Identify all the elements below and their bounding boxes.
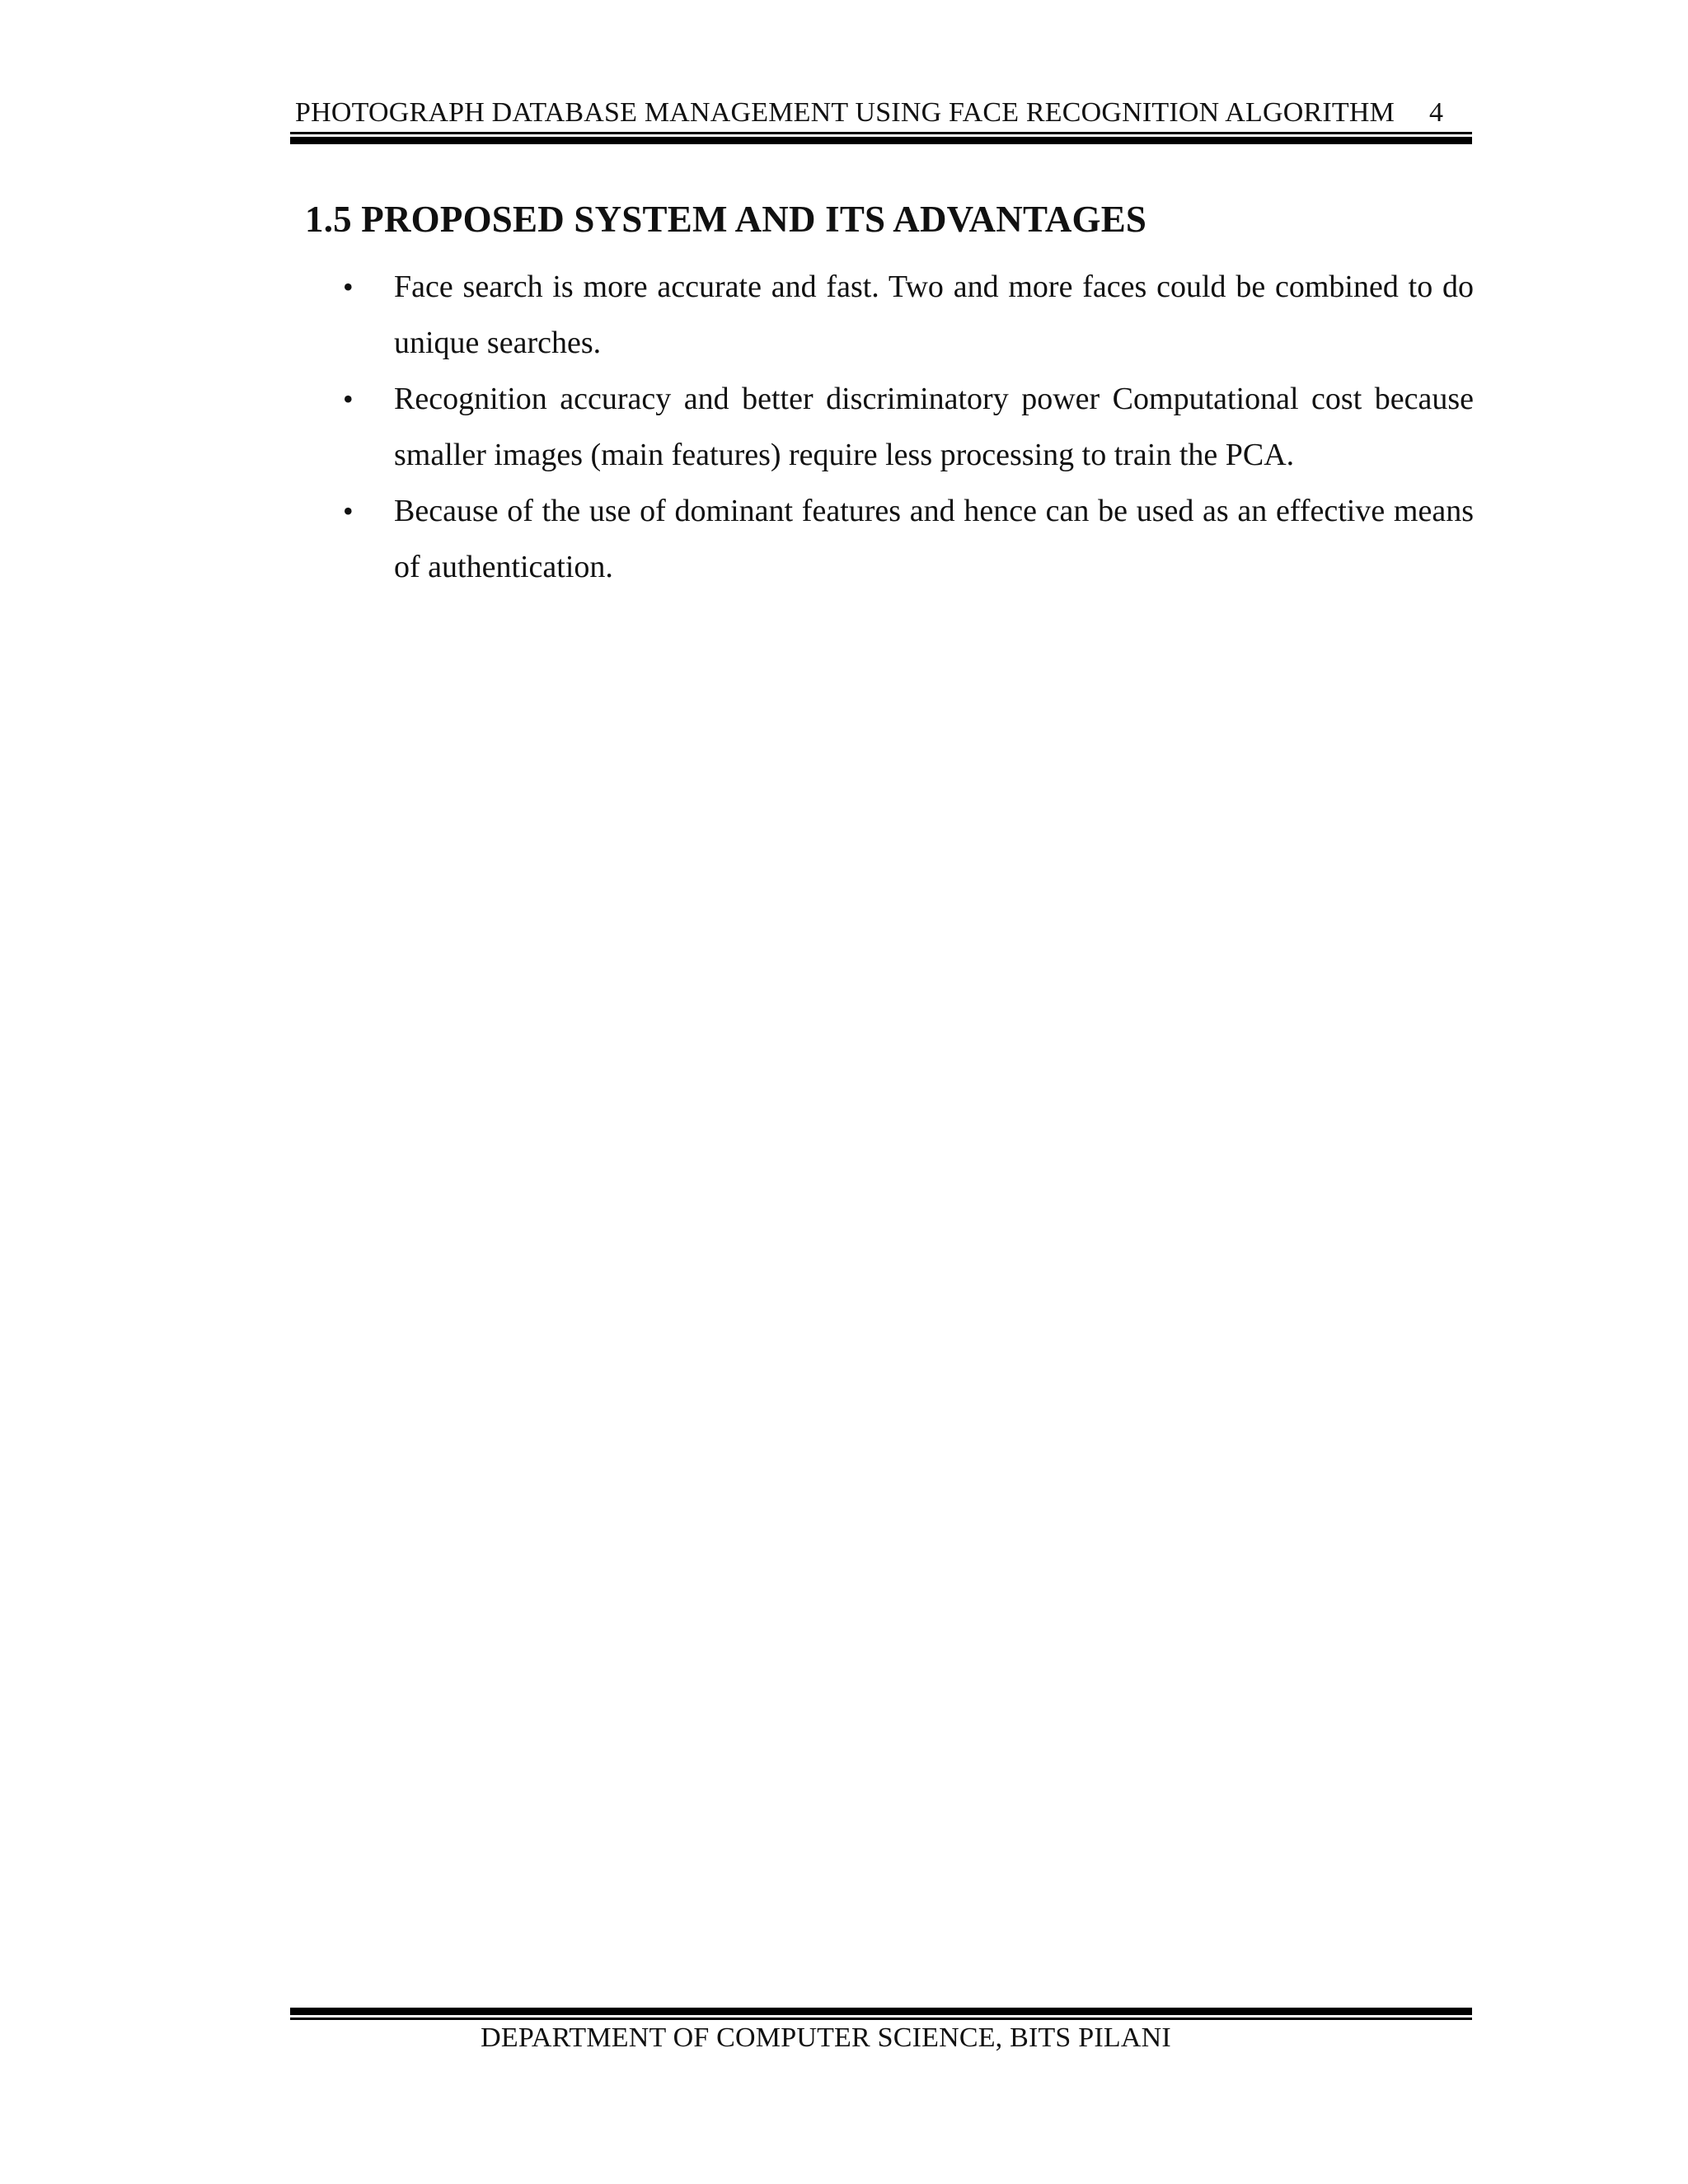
running-header <box>290 96 1472 132</box>
list-item <box>341 483 1474 595</box>
footer-rule-thick <box>290 2008 1472 2015</box>
bullet-text: Because of the use of dominant features and hence can be used as an effective means of authentication. <box>394 494 1474 584</box>
bullet-text: Recognition accuracy and better discriminatory power Computational cost because smaller images (main features) require less processing to train the PCA. <box>394 382 1474 472</box>
running-footer <box>0 2022 1688 2054</box>
header-title: PHOTOGRAPH DATABASE MANAGEMENT USING FACE RECOGNITION ALGORITHM <box>295 97 1395 128</box>
advantages-list <box>341 259 1474 595</box>
footer-text: DEPARTMENT OF COMPUTER SCIENCE, BITS PILANI <box>481 2022 1171 2053</box>
page-number: 4 <box>1429 97 1443 128</box>
section-heading: 1.5 PROPOSED SYSTEM AND ITS ADVANTAGES <box>305 199 1147 240</box>
footer-rule-thin <box>290 2018 1472 2020</box>
bullet-marker: • <box>343 382 354 415</box>
header-rule-thin <box>290 132 1472 134</box>
list-item <box>341 371 1474 483</box>
list-item <box>341 259 1474 371</box>
header-rule-thick <box>290 137 1472 144</box>
bullet-text: Face search is more accurate and fast. Two and more faces could be combined to do unique searches. <box>394 269 1474 360</box>
bullet-marker: • <box>343 270 354 303</box>
bullet-marker: • <box>343 494 354 527</box>
